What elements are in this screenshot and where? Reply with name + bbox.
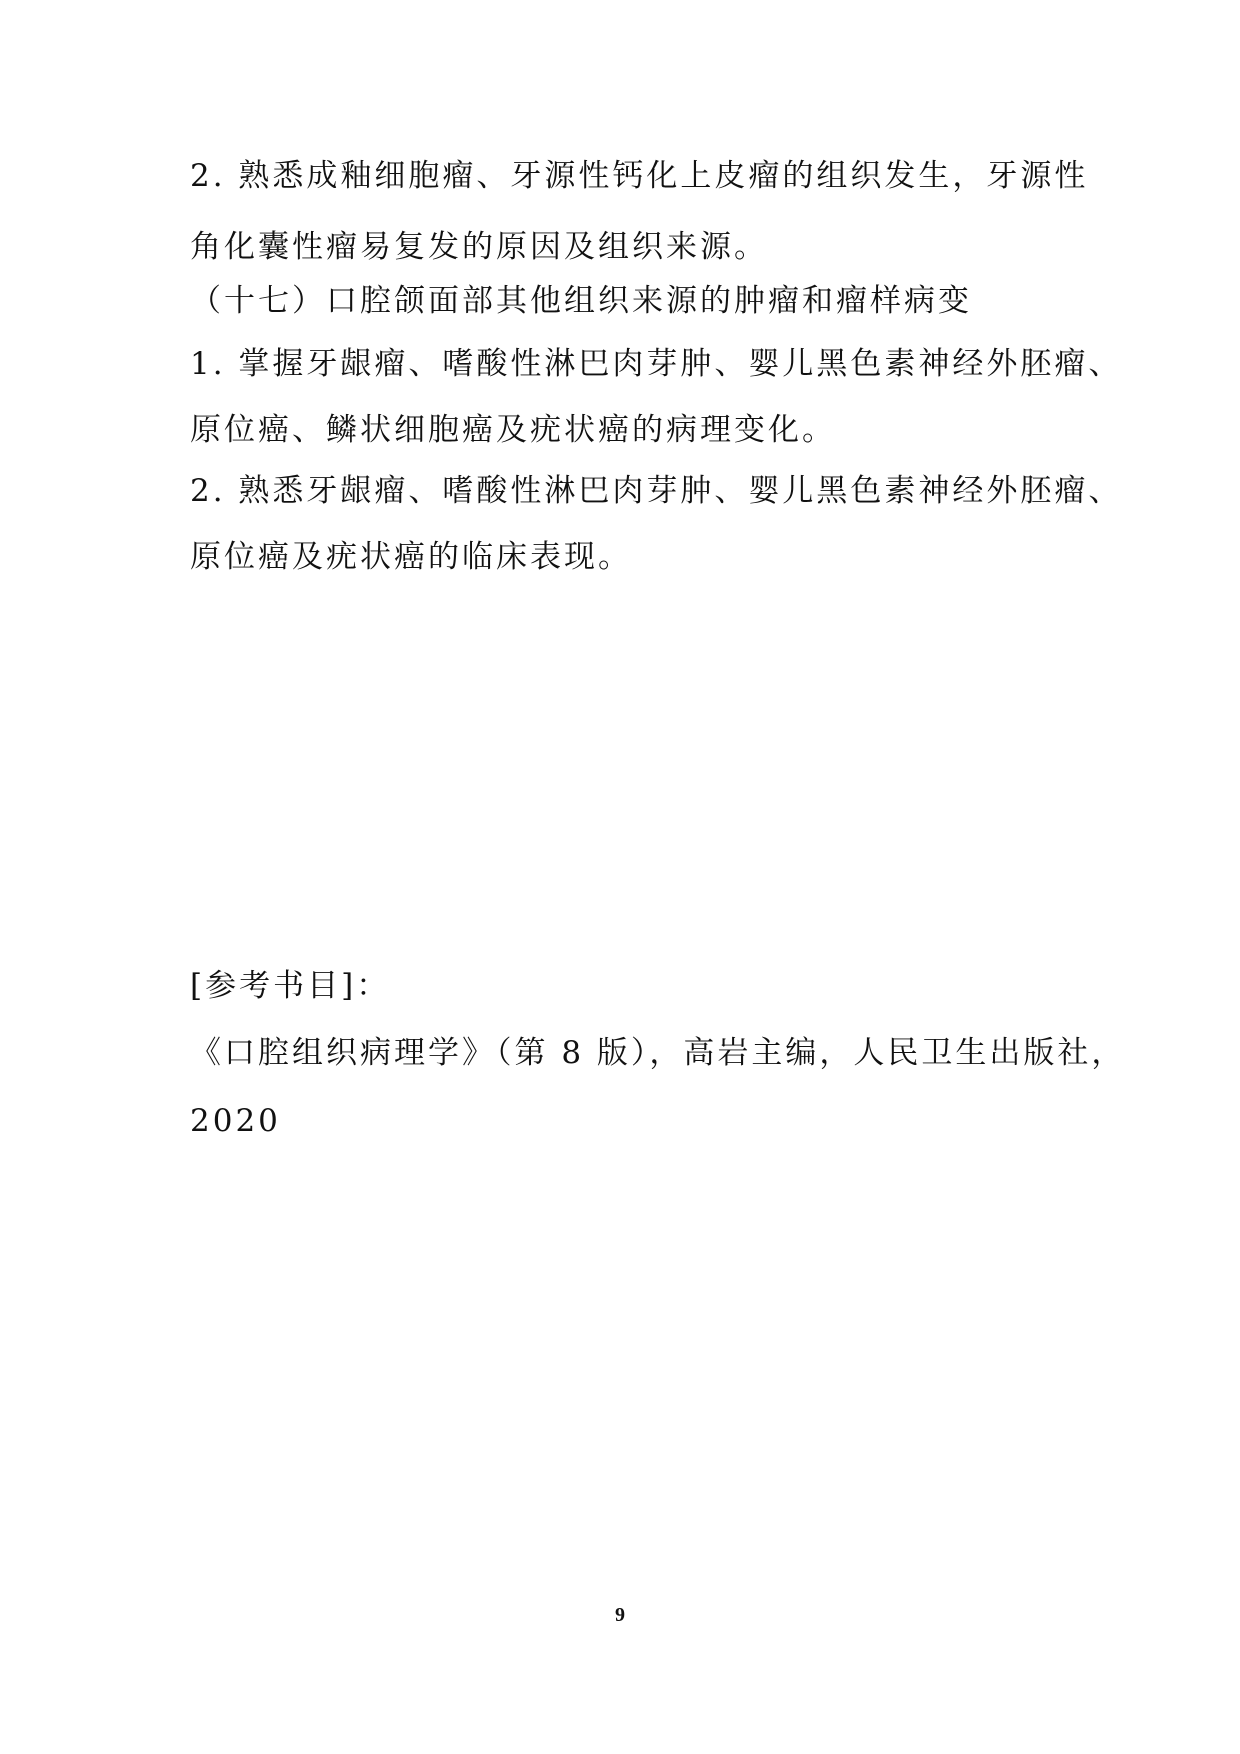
reference-year: 2020: [190, 1103, 281, 1139]
item-2-line-1: 2. 熟悉成釉细胞瘤、牙源性钙化上皮瘤的组织发生，牙源性: [190, 158, 1089, 194]
item-1-line-2: 原位癌、鳞状细胞癌及疣状癌的病理变化。: [190, 412, 836, 448]
references-heading: [参考书目]：: [190, 968, 391, 1004]
page-number: 9: [615, 1604, 625, 1626]
reference-citation: 《口腔组织病理学》（第 8 版），高岩主编，人民卫生出版社，: [190, 1035, 1126, 1071]
item-1-line-1: 1. 掌握牙龈瘤、嗜酸性淋巴肉芽肿、婴儿黑色素神经外胚瘤、: [190, 346, 1123, 382]
item-2-line-2: 角化囊性瘤易复发的原因及组织来源。: [190, 229, 768, 265]
section-heading-17: （十七）口腔颌面部其他组织来源的肿瘤和瘤样病变: [190, 283, 972, 319]
item-2b-line-1: 2. 熟悉牙龈瘤、嗜酸性淋巴肉芽肿、婴儿黑色素神经外胚瘤、: [190, 473, 1123, 509]
item-2b-line-2: 原位癌及疣状癌的临床表现。: [190, 539, 632, 575]
